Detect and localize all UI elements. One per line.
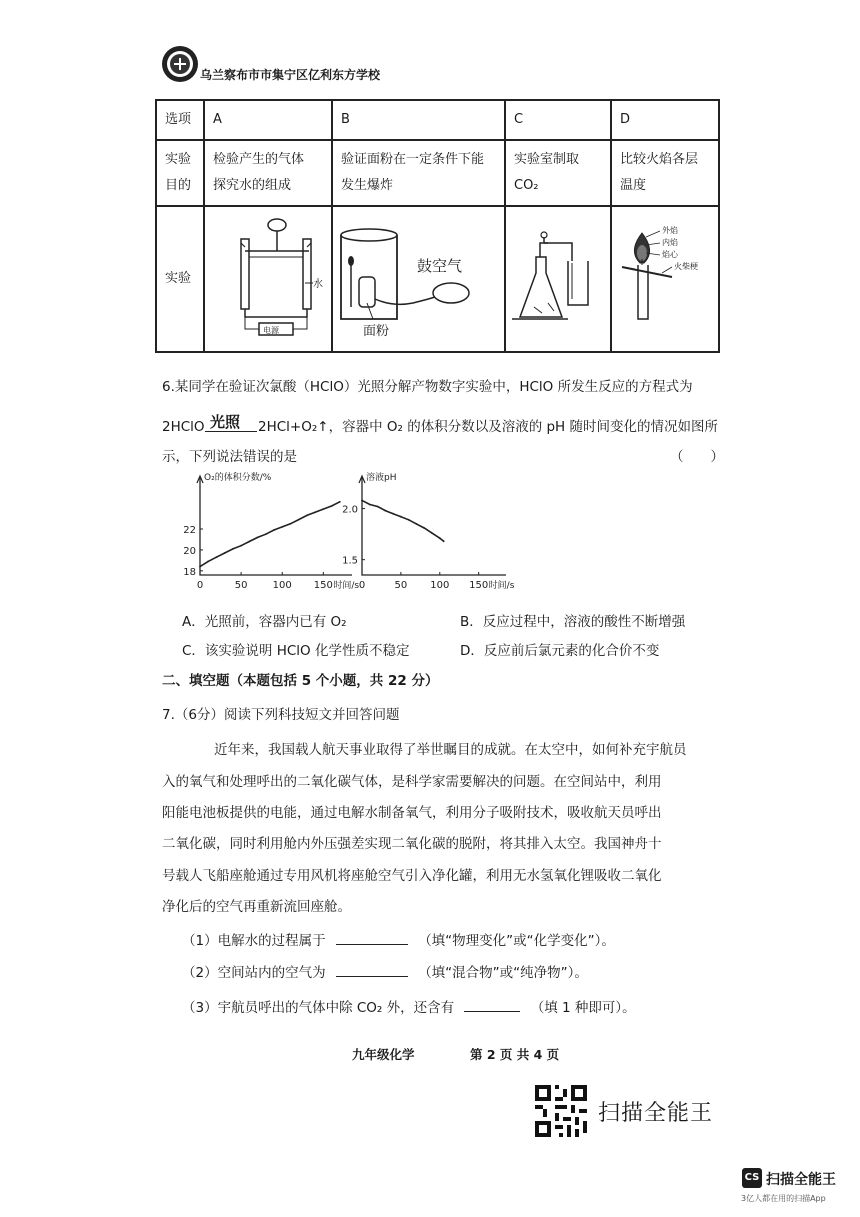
x-tick-label: 0 xyxy=(358,580,366,591)
q6-option-c: C．该实验说明 HClO 化学性质不稳定 xyxy=(182,643,410,659)
y-tick-label: 18 xyxy=(183,566,196,578)
table-cell: C xyxy=(505,100,611,140)
footer-page-number: 第 2 页 共 4 页 xyxy=(470,1047,560,1062)
row-label: 目的 xyxy=(165,178,192,193)
data-point xyxy=(298,519,300,521)
data-point xyxy=(314,511,316,513)
table-cell xyxy=(204,206,332,352)
data-point xyxy=(207,561,209,563)
q7-subquestion-1 xyxy=(182,930,615,951)
table-cell xyxy=(611,206,719,352)
question-text: （填“混合物”或“纯净物”）。 xyxy=(418,965,588,981)
question-text: （填 1 种即可）。 xyxy=(530,1000,636,1016)
data-point xyxy=(199,566,201,568)
q6-stem-line1: 6.某同学在验证次氯酸（HClO）光照分解产物数字实验中，HClO 所发生反应的方程式为 xyxy=(162,379,693,395)
q7-paragraph-line: 入的氧气和处理呼出的二氧化碳气体，是科学家需要解决的问题。在空间站中，利用 xyxy=(162,774,662,790)
y-axis-label: O₂的体积分数/% xyxy=(204,473,272,483)
x-tick-label: 50 xyxy=(394,580,408,591)
q7-paragraph-line: 近年来，我国载人航天事业取得了举世瞩目的成就。在太空中，如何补充宇航员 xyxy=(214,742,687,758)
table-cell xyxy=(611,140,719,206)
q6-stem-line3: 示，下列说法错误的是 xyxy=(162,449,297,465)
answer-blank[interactable] xyxy=(464,997,520,1012)
q6-equation-condition: 光照 xyxy=(210,413,241,431)
co2-preparation-apparatus-icon xyxy=(506,207,610,341)
table-row xyxy=(156,100,719,140)
data-point xyxy=(408,519,410,521)
q7-paragraph-line: 净化后的空气再重新流回座舱。 xyxy=(162,899,351,915)
app-name: 扫描全能王 xyxy=(766,1172,836,1188)
qr-code-icon xyxy=(535,1085,587,1137)
data-point xyxy=(290,523,292,525)
table-row xyxy=(156,140,719,206)
data-point xyxy=(439,537,441,539)
x-tick-label: 150 xyxy=(313,580,333,591)
scanner-watermark-text: 扫描全能王 xyxy=(598,1101,714,1126)
q7-title: 7.（6分）阅读下列科技短文并回答问题 xyxy=(162,707,400,723)
school-logo-icon xyxy=(160,44,200,84)
table-row xyxy=(156,206,719,352)
series-line xyxy=(200,502,340,567)
x-tick-label: 50 xyxy=(234,580,248,591)
purpose-text: 比较火焰各层 xyxy=(620,152,699,167)
data-point xyxy=(431,532,433,534)
answer-blank[interactable] xyxy=(336,962,408,977)
data-point xyxy=(306,515,308,517)
data-point xyxy=(400,516,402,518)
y-tick-label: 20 xyxy=(183,545,196,557)
purpose-text: 检验产生的气体 xyxy=(213,152,305,167)
data-point xyxy=(392,513,394,515)
q6-equation-left: 2HClO xyxy=(162,419,205,435)
table-cell: 选项 xyxy=(156,100,204,140)
data-point xyxy=(416,523,418,525)
table-cell: 实验 xyxy=(156,206,204,352)
figure-label-water: 水 xyxy=(313,279,323,290)
data-point xyxy=(216,556,218,558)
q7-subquestion-3 xyxy=(182,997,636,1018)
figure-label-flour: 面粉 xyxy=(363,324,390,339)
data-point xyxy=(257,537,259,539)
data-point xyxy=(224,552,226,554)
data-point xyxy=(361,500,363,502)
axis-line xyxy=(200,477,352,575)
data-point xyxy=(322,508,324,510)
answer-blank[interactable] xyxy=(336,930,408,945)
data-point xyxy=(265,533,267,535)
school-name: 乌兰察布市市集宁区亿利东方学校 xyxy=(200,68,381,82)
purpose-text: 温度 xyxy=(620,178,647,193)
q6-equation-arrow-line xyxy=(205,431,257,432)
y-axis-label: 溶液pH xyxy=(366,473,397,483)
data-point xyxy=(232,548,234,550)
row-label: 实验 xyxy=(165,152,192,167)
q7-paragraph-line: 阳能电池板提供的电能，通过电解水制备氧气，利用分子吸附技术，吸收航天员呼出 xyxy=(162,805,662,821)
data-point xyxy=(423,527,425,529)
section-title: 二、填空题（本题包括 5 个小题，共 22 分） xyxy=(162,673,439,689)
question-text: （1）电解水的过程属于 xyxy=(182,933,326,949)
table-cell xyxy=(332,206,505,352)
purpose-text: 验证面粉在一定条件下能 xyxy=(341,152,485,167)
app-tagline: 3亿人都在用的扫描App xyxy=(741,1194,826,1203)
x-axis-label: 时间/s xyxy=(333,581,360,591)
flame-label-outer: 外焰 xyxy=(662,226,678,235)
data-point xyxy=(384,510,386,512)
q7-paragraph-line: 二氧化碳，同时利用舱内外压强差实现二氧化碳的脱附，将其排入太空。我国神舟十 xyxy=(162,836,662,852)
q7-subquestion-2 xyxy=(182,962,588,983)
y-tick-label: 1.5 xyxy=(342,555,358,567)
figure-label-air: 鼓空气 xyxy=(417,257,463,275)
cs-logo-icon: CS xyxy=(742,1168,762,1188)
purpose-text: CO₂ xyxy=(514,178,539,193)
q6-answer-bracket: （ ） xyxy=(670,449,724,465)
candle-flame-apparatus-icon xyxy=(612,207,718,341)
flame-label-match: 火柴梗 xyxy=(674,262,698,271)
question-text: （2）空间站内的空气为 xyxy=(182,965,326,981)
data-point xyxy=(377,506,379,508)
x-tick-label: 150 xyxy=(469,580,489,591)
x-axis-label: 时间/s xyxy=(488,581,515,591)
purpose-text: 探究水的组成 xyxy=(213,178,292,193)
table-cell xyxy=(505,206,611,352)
data-point xyxy=(240,545,242,547)
electrolysis-apparatus-icon xyxy=(205,207,331,341)
q6-option-a: A．光照前，容器内已有 O₂ xyxy=(182,614,347,630)
axis-line xyxy=(362,477,506,575)
flame-label-core: 焰心 xyxy=(662,250,678,259)
q6-equation-right: 2HCl+O₂↑，容器中 O₂ 的体积分数以及溶液的 pH 随时间变化的情况如图所 xyxy=(258,419,719,435)
data-point xyxy=(273,529,275,531)
table-cell xyxy=(332,140,505,206)
data-point xyxy=(281,526,283,528)
options-table xyxy=(155,99,720,353)
x-tick-label: 100 xyxy=(430,580,450,591)
table-cell: D xyxy=(611,100,719,140)
purpose-text: 发生爆炸 xyxy=(341,178,394,193)
footer-subject: 九年级化学 xyxy=(352,1047,415,1062)
question-text: （填“物理变化”或“化学变化”）。 xyxy=(418,933,615,949)
o2-volume-fraction-chart xyxy=(168,470,360,602)
q6-option-b: B．反应过程中，溶液的酸性不断增强 xyxy=(460,614,686,630)
x-tick-label: 100 xyxy=(272,580,292,591)
table-cell: A xyxy=(204,100,332,140)
solution-ph-chart xyxy=(332,470,515,602)
data-point xyxy=(369,504,371,506)
y-tick-label: 2.0 xyxy=(342,504,358,516)
flame-label-inner: 内焰 xyxy=(662,238,678,247)
table-cell xyxy=(156,140,204,206)
data-point xyxy=(248,541,250,543)
table-cell xyxy=(505,140,611,206)
flour-explosion-apparatus-icon xyxy=(333,207,504,341)
q7-paragraph-line: 号载人飞船座舱通过专用风机将座舱空气引入净化罐，利用无水氢氧化锂吸收二氧化 xyxy=(162,868,662,884)
purpose-text: 实验室制取 xyxy=(514,152,580,167)
figure-label-power: 电源 xyxy=(263,326,279,335)
data-point xyxy=(443,540,445,542)
x-tick-label: 0 xyxy=(196,580,204,591)
series-line xyxy=(362,500,444,541)
table-cell: B xyxy=(332,100,505,140)
q6-option-d: D．反应前后氯元素的化合价不变 xyxy=(460,643,660,659)
table-cell xyxy=(204,140,332,206)
question-text: （3）宇航员呼出的气体中除 CO₂ 外，还含有 xyxy=(182,1000,455,1016)
y-tick-label: 22 xyxy=(183,525,196,536)
